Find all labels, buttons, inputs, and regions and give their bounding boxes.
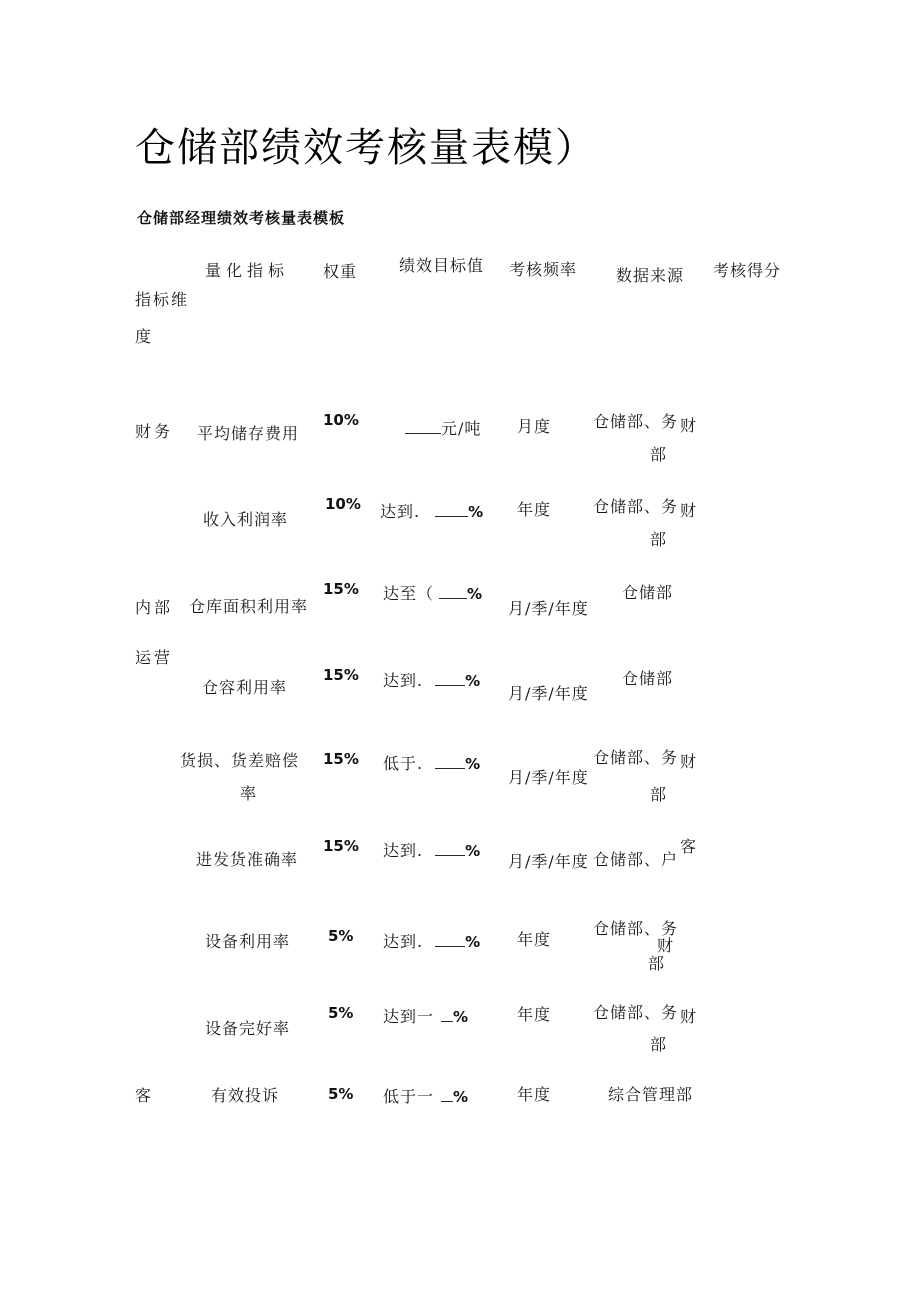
table-caption: 仓储部经理绩效考核量表模板 — [137, 209, 346, 227]
col-header-frequency: 考核频率 — [509, 260, 578, 279]
row-weight: 15% — [323, 666, 359, 684]
row-frequency: 月/季/年度 — [508, 852, 589, 871]
row-target — [383, 1087, 468, 1105]
row-source: 仓储部 — [622, 583, 674, 602]
target-unit: % — [465, 672, 481, 690]
row-source: 仓储部 — [622, 669, 674, 688]
target-unit: % — [453, 1088, 469, 1106]
row-source-wrap: 部 — [650, 785, 668, 804]
col-header-target: 绩效目标值 — [399, 256, 485, 275]
col-header-weight: 权重 — [323, 262, 358, 281]
row-weight: 15% — [323, 580, 359, 598]
row-target — [383, 671, 480, 689]
col-header-dimension-line1: 指标维 — [135, 290, 190, 309]
target-prefix: 达到. — [383, 932, 424, 951]
source-part2: 财 — [680, 752, 698, 771]
source-part2: 客 — [680, 837, 698, 856]
target-unit: % — [453, 1008, 469, 1026]
row-weight: 10% — [323, 411, 359, 429]
target-unit: % — [465, 755, 481, 773]
row-source-part2: 财 — [657, 936, 675, 955]
row-source-wrap: 部 — [650, 1035, 668, 1054]
row-target — [383, 584, 482, 602]
target-unit: % — [467, 585, 483, 603]
row-frequency: 月度 — [517, 417, 552, 436]
source-part1: 仓储部、务 — [593, 748, 679, 767]
row-source — [593, 497, 698, 520]
row-indicator: 收入利润率 — [203, 510, 289, 529]
fill-in-blank — [435, 754, 465, 769]
row-indicator: 进发货准确率 — [196, 850, 299, 869]
row-source — [593, 1003, 698, 1026]
row-target — [405, 419, 481, 437]
fill-in-blank — [405, 419, 441, 434]
target-prefix: 达到. — [383, 671, 424, 690]
source-part2: 财 — [680, 416, 698, 435]
target-prefix: 达到. — [383, 841, 424, 860]
row-weight: 10% — [325, 495, 361, 513]
row-source — [593, 412, 698, 435]
fill-in-blank — [435, 502, 468, 517]
row-source-wrap: 部 — [650, 530, 668, 549]
fill-in-blank — [435, 841, 465, 856]
fill-in-blank — [435, 671, 465, 686]
target-prefix: 达到. — [380, 502, 421, 521]
row-target — [383, 841, 480, 859]
source-part2: 财 — [680, 501, 698, 520]
row-target — [383, 932, 480, 950]
row-indicator: 设备完好率 — [205, 1019, 291, 1038]
target-prefix: 低于. — [383, 754, 424, 773]
row-dimension: 财务 — [135, 422, 174, 441]
row-target — [380, 502, 483, 520]
row-source: 综合管理部 — [608, 1085, 694, 1104]
row-dimension: 客 — [135, 1086, 155, 1105]
row-frequency: 年度 — [517, 500, 552, 519]
row-weight: 5% — [328, 1085, 354, 1103]
target-unit: % — [465, 933, 481, 951]
row-indicator: 仓库面积利用率 — [189, 597, 309, 616]
fill-in-blank — [441, 1087, 453, 1102]
col-header-source: 数据来源 — [616, 266, 685, 285]
fill-in-blank — [435, 932, 465, 947]
row-target — [383, 754, 480, 772]
row-frequency: 月/季/年度 — [508, 599, 589, 618]
row-weight: 5% — [328, 927, 354, 945]
col-header-indicator: 量化指标 — [205, 261, 290, 280]
row-dimension: 运营 — [135, 648, 174, 667]
target-unit: 元/吨 — [441, 419, 482, 438]
row-indicator-wrap: 率 — [240, 784, 258, 803]
target-prefix: 低于一 — [383, 1087, 435, 1106]
row-source-wrap: 部 — [648, 954, 666, 973]
row-weight: 15% — [323, 837, 359, 855]
row-target — [383, 1007, 468, 1025]
page-title: 仓储部绩效考核量表模） — [135, 125, 597, 171]
source-part1: 仓储部、户 — [593, 850, 679, 869]
target-unit: % — [468, 503, 484, 521]
source-part1: 仓储部、务 — [593, 412, 679, 431]
row-indicator: 货损、货差赔偿 — [180, 751, 300, 770]
target-prefix: 达到一 — [383, 1007, 435, 1026]
col-header-dimension-line2: 度 — [135, 327, 153, 346]
row-frequency: 月/季/年度 — [508, 768, 589, 787]
row-dimension: 内部 — [135, 598, 174, 617]
row-source-wrap: 部 — [650, 445, 668, 464]
row-source — [593, 837, 698, 869]
col-header-score: 考核得分 — [713, 261, 782, 280]
target-unit: % — [465, 842, 481, 860]
row-indicator: 设备利用率 — [205, 932, 291, 951]
source-part1: 仓储部、务 — [593, 497, 679, 516]
row-source: 仓储部、务 — [593, 919, 679, 938]
source-part2: 财 — [680, 1007, 698, 1026]
row-frequency: 年度 — [517, 1005, 552, 1024]
source-part1: 仓储部、务 — [593, 1003, 679, 1022]
target-prefix: 达至（ — [383, 584, 435, 603]
row-frequency: 年度 — [517, 930, 552, 949]
row-indicator: 有效投诉 — [211, 1086, 280, 1105]
row-source — [593, 748, 698, 771]
row-frequency: 月/季/年度 — [508, 684, 589, 703]
fill-in-blank — [441, 1007, 453, 1022]
row-frequency: 年度 — [517, 1085, 552, 1104]
row-indicator: 平均储存费用 — [197, 424, 300, 443]
row-weight: 15% — [323, 750, 359, 768]
fill-in-blank — [439, 584, 467, 599]
row-weight: 5% — [328, 1004, 354, 1022]
row-indicator: 仓容利用率 — [202, 678, 288, 697]
